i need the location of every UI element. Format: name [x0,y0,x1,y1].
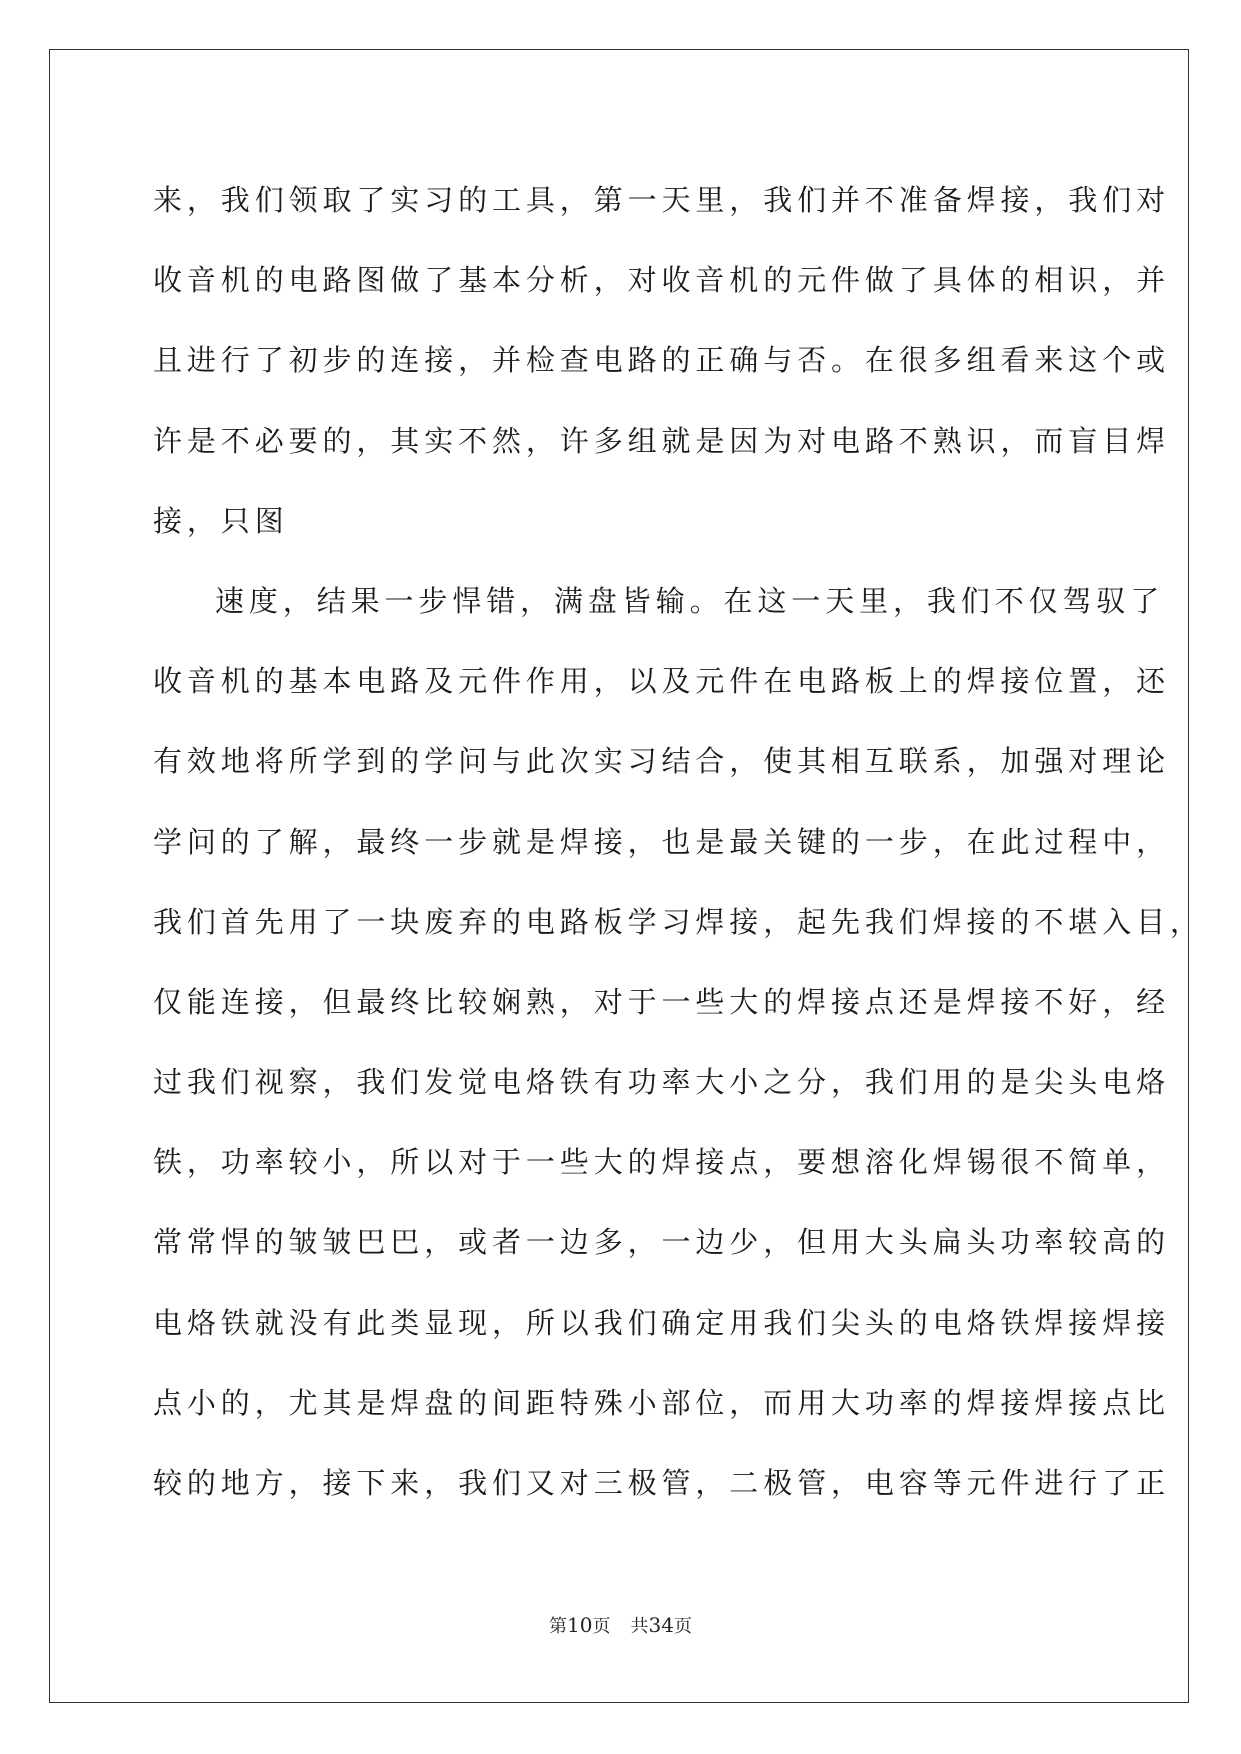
total-prefix: 共 [630,1616,649,1637]
text-line: 收音机的基本电路及元件作用，以及元件在电路板上的焊接位置，还 [153,664,1171,699]
page-number: 10 [567,1613,593,1637]
page-prefix: 第 [549,1616,568,1637]
text-line: 且进行了初步的连接，并检查电路的正确与否。在很多组看来这个或 [153,343,1171,378]
text-line: 收音机的电路图做了基本分析，对收音机的元件做了具体的相识，并 [153,263,1171,298]
text-line: 许是不必要的，其实不然，许多组就是因为对电路不熟识，而盲目焊 [153,423,1171,458]
text-line: 铁，功率较小，所以对于一些大的焊接点，要想溶化焊锡很不简单， [153,1145,1171,1180]
text-line: 学问的了解，最终一步就是焊接，也是最关键的一步，在此过程中， [153,824,1171,859]
text-line: 点小的，尤其是焊盘的间距特殊小部位，而用大功率的焊接焊接点比 [153,1385,1171,1420]
text-line: 接，只图 [153,503,289,538]
total-suffix: 页 [673,1616,692,1637]
text-line: 过我们视察，我们发觉电烙铁有功率大小之分，我们用的是尖头电烙 [153,1065,1171,1100]
text-line: 来，我们领取了实习的工具，第一天里，我们并不准备焊接，我们对 [153,183,1171,217]
text-line: 我们首先用了一块废弃的电路板学习焊接，起先我们焊接的不堪入目， [153,904,1204,939]
text-line: 仅能连接，但最终比较娴熟，对于一些大的焊接点还是焊接不好，经 [153,984,1171,1019]
page-suffix: 页 [592,1616,611,1637]
text-line: 有效地将所学到的学问与此次实习结合，使其相互联系，加强对理论 [153,744,1171,779]
total-pages: 34 [648,1613,674,1637]
text-line: 常常悍的皱皱巴巴，或者一边多，一边少，但用大头扁头功率较高的 [153,1225,1171,1260]
text-line: 较的地方，接下来，我们又对三极管，二极管，电容等元件进行了正 [153,1466,1171,1500]
page-footer [0,1612,1241,1638]
text-line: 电烙铁就没有此类显现，所以我们确定用我们尖头的电烙铁焊接焊接 [153,1305,1171,1340]
document-body [153,160,1204,1523]
paragraph-start-line: 速度，结果一步悍错，满盘皆输。在这一天里，我们不仅驾驭了 [215,583,1165,618]
